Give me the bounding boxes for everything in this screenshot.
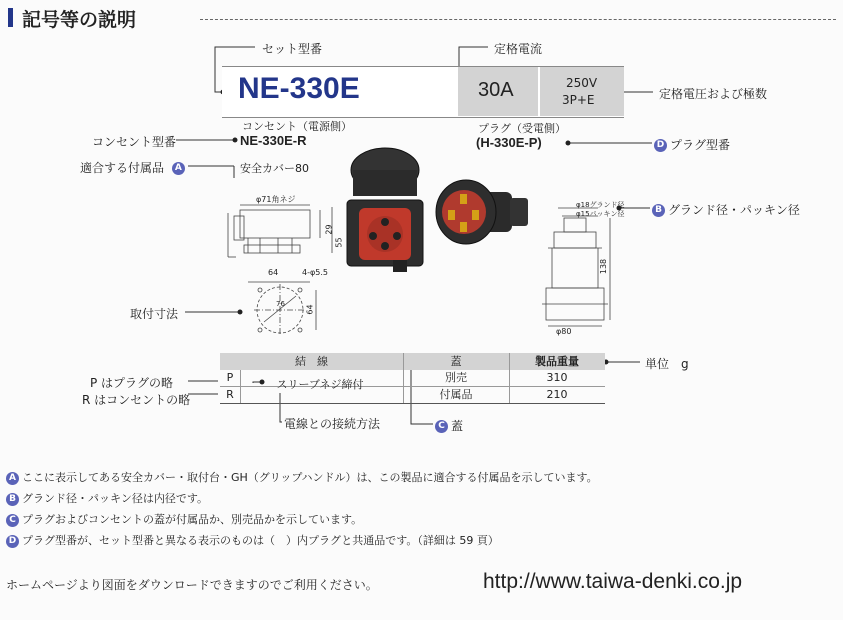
grip-label xyxy=(652,201,800,218)
weight-p: 310 xyxy=(546,371,568,384)
dim-64-v: 64 xyxy=(305,304,315,315)
grip-label-text: グランド径・パッキン径 xyxy=(668,203,800,217)
plug-model: (H-330E-P) xyxy=(476,135,542,150)
accessory-label xyxy=(80,159,188,176)
plug-packing-dim: φ15パッキン径 xyxy=(576,210,625,218)
badge-a-icon: A xyxy=(172,162,185,175)
badge-c-icon: C xyxy=(435,420,448,433)
plug-height-dim: 138 xyxy=(599,258,609,275)
lid-label xyxy=(435,417,463,434)
voltage-label: 定格電圧および極数 xyxy=(659,87,768,101)
col-weight: 製品重量 xyxy=(535,355,579,368)
note-b-text: グランド径・パッキン径は内径です。 xyxy=(22,492,209,505)
row-p: P xyxy=(226,371,234,384)
plug-caption: プラグ（受電側） xyxy=(478,122,566,135)
note-badge-b-icon: B xyxy=(6,493,19,506)
accessory-value: 安全カバー80 xyxy=(240,162,309,175)
set-number-label: セット型番 xyxy=(262,42,323,56)
outlet-model: NE-330E-R xyxy=(240,133,307,148)
note-d xyxy=(6,532,499,548)
accessory-label-text: 適合する付属品 xyxy=(80,161,165,175)
wiring-label: 電線との接続方法 xyxy=(284,417,381,431)
note-a xyxy=(6,469,598,485)
dim-29: 29 xyxy=(324,224,334,235)
plug-type-text: プラグ型番 xyxy=(670,138,731,152)
voltage-cell xyxy=(540,67,624,116)
note-d-text: プラグ型番が、セット型番と異なる表示のものは（ ）内プラグと共通品です。（詳細は 59 頁） xyxy=(22,534,499,547)
set-number: NE-330E xyxy=(238,72,360,105)
connection-value: スリーブネジ締付 xyxy=(276,378,364,391)
outlet-caption: コンセント（電源側） xyxy=(242,120,352,133)
col-connection: 結 線 xyxy=(295,355,328,368)
badge-b-icon: B xyxy=(652,204,665,217)
plug-grand-dim: φ18グランド径 xyxy=(576,201,625,209)
outlet-image xyxy=(345,142,427,274)
dim-64-h: 64 xyxy=(268,268,279,277)
mount-label: 取付寸法 xyxy=(130,307,179,321)
weight-r: 210 xyxy=(546,388,568,401)
note-badge-a-icon: A xyxy=(6,472,19,485)
note-c-text: プラグおよびコンセントの蓋が付属品か、別売品かを示しています。 xyxy=(22,513,363,526)
page-title: 記号等の説明 xyxy=(22,9,137,31)
site-url[interactable]: http://www.taiwa-denki.co.jp xyxy=(483,570,743,593)
hole-label: 4-φ5.5 xyxy=(302,268,328,277)
badge-d-icon: D xyxy=(654,139,667,152)
plug-diameter-dim: φ80 xyxy=(556,327,572,336)
poles-value: 3P+E xyxy=(562,93,595,107)
note-badge-c-icon: C xyxy=(6,514,19,527)
plug-image xyxy=(432,178,532,248)
dim-76: 76 xyxy=(276,300,285,308)
download-text: ホームページより図面をダウンロードできますのでご利用ください。 xyxy=(6,578,378,592)
row-r: R xyxy=(226,388,234,401)
col-lid: 蓋 xyxy=(450,355,462,368)
dim-55: 55 xyxy=(334,237,344,248)
screw-label: φ71角ネジ xyxy=(256,195,296,204)
lid-separate: 別売 xyxy=(445,371,467,384)
lid-included: 付属品 xyxy=(439,388,473,401)
rated-current-value: 30A xyxy=(478,79,514,101)
plug-type-label xyxy=(654,136,730,153)
outlet-type-label: コンセント型番 xyxy=(92,135,177,149)
note-c xyxy=(6,511,362,527)
rated-voltage-value: 250V xyxy=(566,76,598,90)
note-badge-d-icon: D xyxy=(6,535,19,548)
note-a-text: ここに表示してある安全カバー・取付台・GH（グリップハンドル）は、この製品に適合する付属品を示しています。 xyxy=(22,471,598,484)
unit-label: 単位 g xyxy=(645,357,689,371)
legend-p: P はプラグの略 xyxy=(90,376,174,390)
table-vline-1 xyxy=(240,370,241,403)
note-b xyxy=(6,490,208,506)
legend-r: R はコンセントの略 xyxy=(82,393,191,407)
lid-label-text: 蓋 xyxy=(451,419,464,433)
rated-current-label: 定格電流 xyxy=(494,42,543,56)
